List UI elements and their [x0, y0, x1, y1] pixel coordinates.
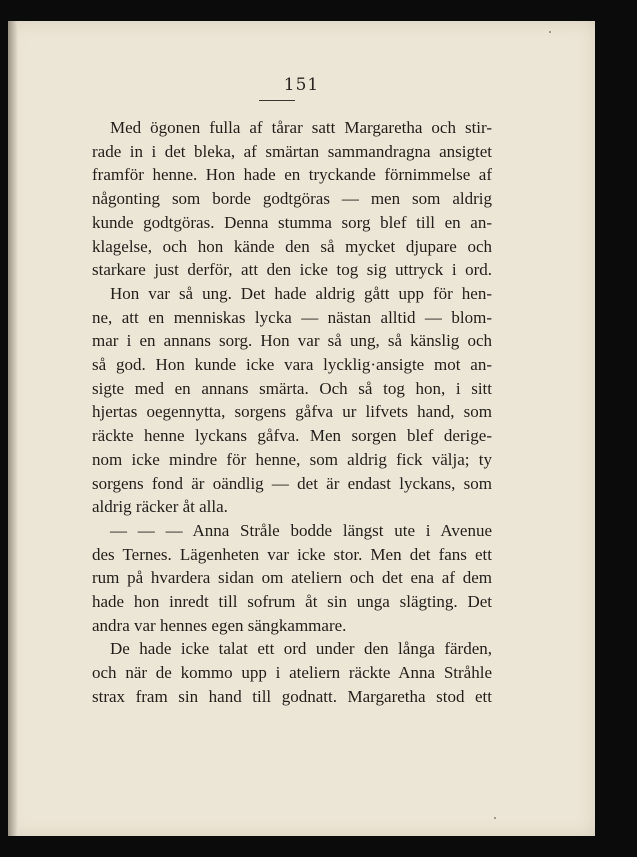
page-number: 151: [283, 75, 320, 95]
text-line: framför henne. Hon hade en tryckande förnimmelse af: [92, 165, 492, 185]
paper-speck: [494, 817, 496, 819]
text-line: De hade icke talat ett ord under den långa färden,: [110, 639, 492, 659]
text-line: ne, att en menniskas lycka — nästan alltid — blom-: [92, 307, 492, 327]
page-number-rule: [259, 100, 295, 101]
text-line: strax fram sin hand till godnatt. Margaretha stod ett: [92, 686, 492, 706]
text-line: rade in i det bleka, af smärtan sammandragna ansigtet: [92, 141, 492, 161]
text-line: Med ögonen fulla af tårar satt Margaretha och stir-: [110, 118, 492, 137]
page-gutter-shadow: [8, 21, 18, 836]
text-line: nom icke mindre för henne, som aldrig fick välja; ty: [92, 449, 492, 469]
text-line: räckte henne lyckans gåfva. Men sorgen blef derige-: [92, 426, 492, 446]
text-line: starkare just derför, att den icke tog sig uttryck i ord.: [92, 260, 492, 280]
text-line: kunde godtgöras. Denna stumma sorg blef till en an-: [92, 212, 492, 232]
text-line: sorgens fond är oändlig — det är endast lyckans, som: [92, 473, 492, 493]
text-line: så god. Hon kunde icke vara lycklig·ansigte mot an-: [92, 355, 492, 375]
text-line: hade hon inredt till sofrum åt sin unga slägting. Det: [92, 592, 492, 612]
text-line: aldrig räcker åt alla.: [92, 497, 228, 517]
paper-speck: [549, 31, 551, 33]
text-line: rum på hvardera sidan om ateliern och det ena af dem: [92, 568, 492, 588]
text-line: andra var hennes egen sängkammare.: [92, 615, 347, 635]
text-line: och när de kommo upp i ateliern räckte Anna Stråhle: [92, 663, 492, 683]
text-line: mar i en annans sorg. Hon var så ung, så känslig och: [92, 331, 492, 351]
book-page: [8, 21, 595, 836]
text-line: sigte med en annans smärta. Och så tog hon, i sitt: [92, 378, 492, 398]
body-text: [92, 116, 492, 709]
text-line: någonting som borde godtgöras — men som aldrig: [92, 189, 492, 209]
text-line: Hon var så ung. Det hade aldrig gått upp för hen-: [110, 283, 492, 303]
text-line: des Ternes. Lägenheten var icke stor. Men det fans ett: [92, 544, 492, 564]
text-line: klagelse, och hon kände den så mycket djupare och: [92, 236, 492, 256]
text-line: — — — Anna Stråle bodde längst ute i Avenue: [110, 520, 492, 540]
text-line: hjertas oegennytta, sorgens gåfva ur lifvets hand, som: [92, 402, 492, 422]
